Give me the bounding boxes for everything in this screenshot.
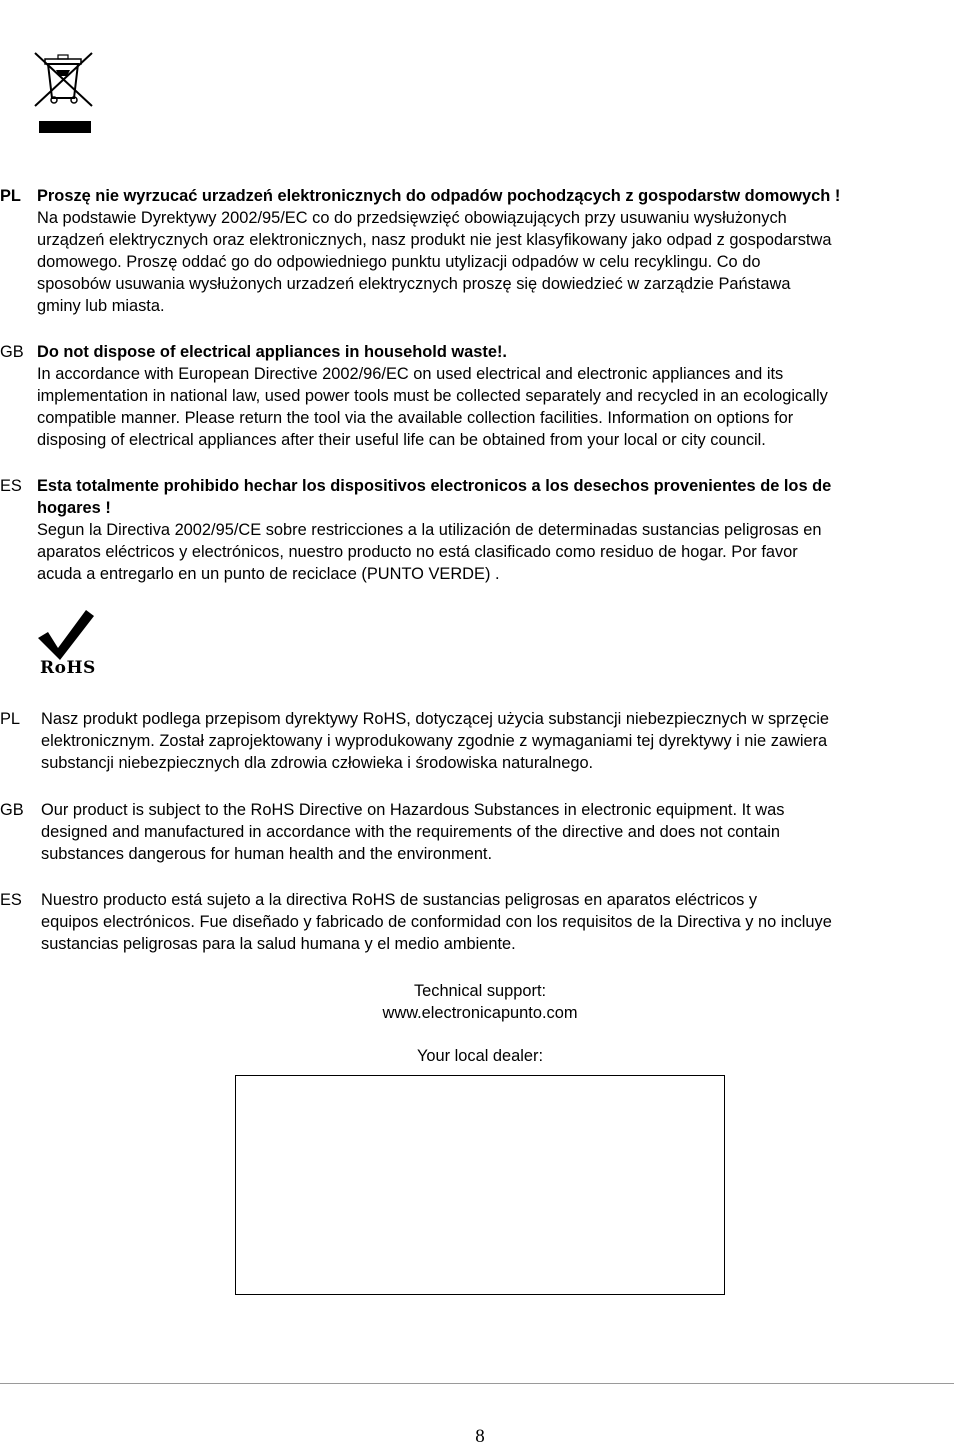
pl-rohs-body <box>41 708 955 774</box>
pl-rohs-line: elektronicznym. Został zaprojektowany i wyprodukowany zgodnie z wymaganiami tej dyrektywy i nie zawiera <box>41 732 828 750</box>
language-code-gb: GB <box>0 343 24 361</box>
page-number: 8 <box>475 1426 485 1447</box>
language-code-pl: PL <box>0 187 21 205</box>
pl-weee-line: Na podstawie Dyrektywy 2002/95/EC co do przedsięwzięć obowiązujących przy usuwaniu wysłużonych <box>37 209 787 227</box>
es-weee-body <box>37 519 955 585</box>
pl-weee-line: urządzeń elektrycznych oraz elektronicznych, nasz produkt nie jest klasyfikowany jako odpad z gospodarstwa <box>37 231 832 249</box>
gb-weee-line: In accordance with European Directive 2002/96/EC on used electrical and electronic appliances and its <box>37 365 784 383</box>
technical-support-label: Technical support: <box>413 982 547 1000</box>
pl-weee-line: gminy lub miasta. <box>37 297 165 315</box>
es-weee-line: aparatos eléctricos y electrónicos, nuestro producto no está clasificado como residuo de hogar. Por favor <box>37 543 798 561</box>
language-code-es: ES <box>0 891 22 909</box>
es-rohs-line: sustancias peligrosas para la salud humana y el medio ambiente. <box>41 935 516 953</box>
gb-weee-line: disposing of electrical appliances after their useful life can be obtained from your local or city council. <box>37 431 766 449</box>
es-rohs-line: Nuestro producto está sujeto a la directiva RoHS de sustancias peligrosas en aparatos eléctricos y <box>41 891 758 909</box>
local-dealer-label: Your local dealer: <box>416 1047 544 1065</box>
gb-weee-heading: Do not dispose of electrical appliances in household waste!. <box>37 343 507 361</box>
footer-divider <box>0 1383 954 1384</box>
technical-support <box>0 980 960 1024</box>
rohs-logo <box>36 608 98 680</box>
gb-rohs-line: substances dangerous for human health and the environment. <box>41 845 493 863</box>
es-rohs-line: equipos electrónicos. Fue diseñado y fabricado de conformidad con los requisitos de la Directiva y no incluye <box>41 913 832 931</box>
language-code-pl: PL <box>0 710 21 728</box>
gb-weee-line: compatible manner. Please return the tool via the available collection facilities. Information on options for <box>37 409 794 427</box>
pl-weee-line: sposobów usuwania wysłużonych urzadzeń elektrycznych proszę się dowiedzieć w zarządzie Państawa <box>37 275 791 293</box>
language-code-es: ES <box>0 477 22 495</box>
pl-weee-body <box>37 207 955 317</box>
es-rohs-body <box>41 889 955 955</box>
gb-rohs-body <box>41 799 955 865</box>
gb-rohs-line: designed and manufactured in accordance with the requirements of the directive and does not contain <box>41 823 780 841</box>
pl-weee-heading: Proszę nie wyrzucać urzadzeń elektronicznych do odpadów pochodzących z gospodarstw domowych ! <box>37 187 841 205</box>
language-code-gb: GB <box>0 801 24 819</box>
pl-rohs-line: Nasz produkt podlega przepisom dyrektywy RoHS, dotyczącej użycia substancji niebezpiecznych w sprzęcie <box>41 710 830 728</box>
es-weee-heading <box>37 475 955 519</box>
gb-rohs-line: Our product is subject to the RoHS Directive on Hazardous Substances in electronic equipment. It was <box>41 801 785 819</box>
gb-weee-line: implementation in national law, used power tools must be collected separately and recycled in an ecologically <box>37 387 828 405</box>
pl-weee-line: domowego. Proszę oddać go do odpowiedniego punktu utylizacji odpadów w celu recyklingu. Co do <box>37 253 761 271</box>
dealer-stamp-box <box>235 1075 725 1295</box>
pl-rohs-line: substancji niebezpiecznych dla zdrowia człowieka i środowiska naturalnego. <box>41 754 594 772</box>
es-weee-line: Segun la Directiva 2002/95/CE sobre restricciones a la utilización de determinadas sustancias peligrosas en <box>37 521 822 539</box>
es-weee-heading-line: hogares ! <box>37 499 111 517</box>
rohs-logo-text: RoHS <box>40 658 96 678</box>
weee-crossed-bin-icon <box>30 50 96 136</box>
support-website-link[interactable]: www.electronicapunto.com <box>382 1004 578 1022</box>
gb-weee-body <box>37 363 955 451</box>
es-weee-heading-line: Esta totalmente prohibido hechar los dispositivos electronicos a los desechos provenientes de los de <box>37 477 832 495</box>
es-weee-line: acuda a entregarlo en un punto de reciclace (PUNTO VERDE) . <box>37 565 500 583</box>
